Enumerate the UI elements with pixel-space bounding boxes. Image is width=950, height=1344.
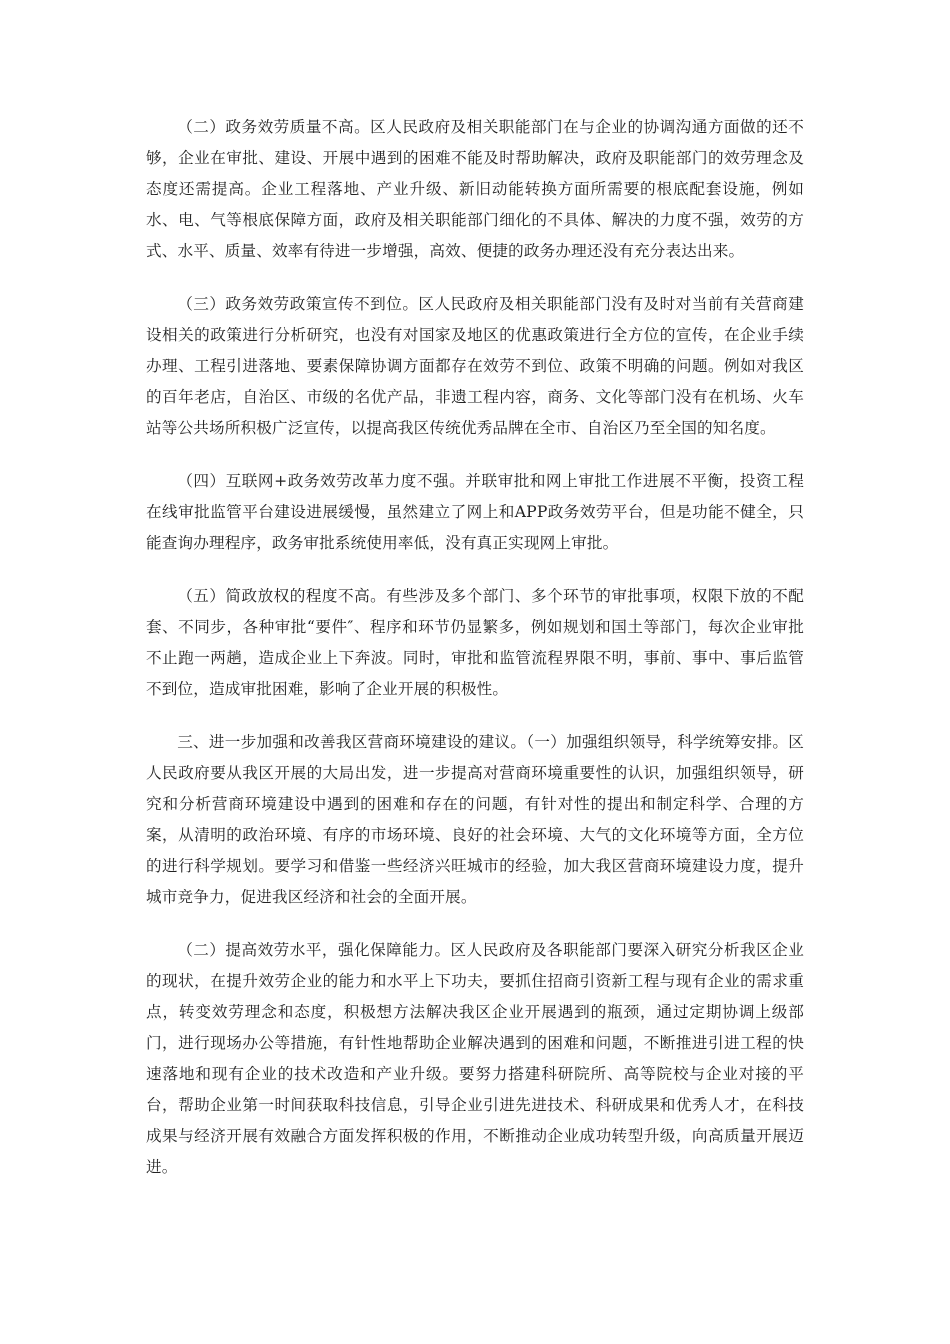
paragraph-service-quality: （二）政务效劳质量不高。区人民政府及相关职能部门在与企业的协调沟通方面做的还不够，企业在审批、建设、开展中遇到的困难不能及时帮助解决，政府及职能部门的效劳理念及态度还需提高。企业工程落地、产业升级、新旧动能转换方面所需要的根底配套设施，例如水、电、气等根底保障方面，政府及相关职能部门细化的不具体、解决的力度不强，效劳的方式、水平、质量、效率有待进一步增强，高效、便捷的政务办理还没有充分表达出来。 (146, 118, 804, 260)
document-body (146, 112, 804, 1205)
paragraph-decentralization: （五）简政放权的程度不高。有些涉及多个部门、多个环节的审批事项，权限下放的不配套、不同步，各种审批“要件″、程序和环节仍显繁多，例如规划和国土等部门，每次企业审批不止跑一两趟，造成企业上下奔波。同时，审批和监管流程界限不明，事前、事中、事后监管不到位，造成审批困难，影响了企业开展的积极性。 (146, 587, 804, 698)
paragraph-policy-publicity: （三）政务效劳政策宣传不到位。区人民政府及相关职能部门没有及时对当前有关营商建设相关的政策进行分析研究，也没有对国家及地区的优惠政策进行全方位的宣传，在企业手续办理、工程引进落地、要素保障协调方面都存在效劳不到位、政策不明确的问题。例如对我区的百年老店，自治区、市级的名优产品，非遗工程内容，商务、文化等部门没有在机场、火车站等公共场所积极广泛宣传，以提高我区传统优秀品牌在全市、自治区乃至全国的知名度。 (146, 295, 804, 437)
paragraph-service-level: （二）提高效劳水平，强化保障能力。区人民政府及各职能部门要深入研究分析我区企业的现状，在提升效劳企业的能力和水平上下功夫，要抓住招商引资新工程与现有企业的需求重点，转变效劳理念和态度，积极想方法解决我区企业开展遇到的瓶颈，通过定期协调上级部门，进行现场办公等措施，有针性地帮助企业解决遇到的困难和问题，不断推进引进工程的快速落地和现有企业的技术改造和产业升级。要努力搭建科研院所、高等院校与企业对接的平台，帮助企业第一时间获取科技信息，引导企业引进先进技术、科研成果和优秀人才，在科技成果与经济开展有效融合方面发挥积极的作用，不断推动企业成功转型升级，向高质量开展迈进。 (146, 941, 804, 1176)
paragraph-suggestions-leadership: 三、进一步加强和改善我区营商环境建设的建议。（一）加强组织领导，科学统筹安排。区人民政府要从我区开展的大局出发，进一步提高对营商环境重要性的认识，加强组织领导，研究和分析营商环境建设中遇到的困难和存在的问题，有针对性的提出和制定科学、合理的方案，从清明的政治环境、有序的市场环境、良好的社会环境、大气的文化环境等方面，全方位的进行科学规划。要学习和借鉴一些经济兴旺城市的经验，加大我区营商环境建设力度，提升城市竞争力，促进我区经济和社会的全面开展。 (146, 733, 804, 906)
paragraph-internet-reform: （四）互联网+政务效劳改革力度不强。并联审批和网上审批工作进展不平衡，投资工程在线审批监管平台建设进展缓慢，虽然建立了网上和APP政务效劳平台，但是功能不健全，只能查询办理程序，政务审批系统使用率低，没有真正实现网上审批。 (146, 472, 804, 552)
